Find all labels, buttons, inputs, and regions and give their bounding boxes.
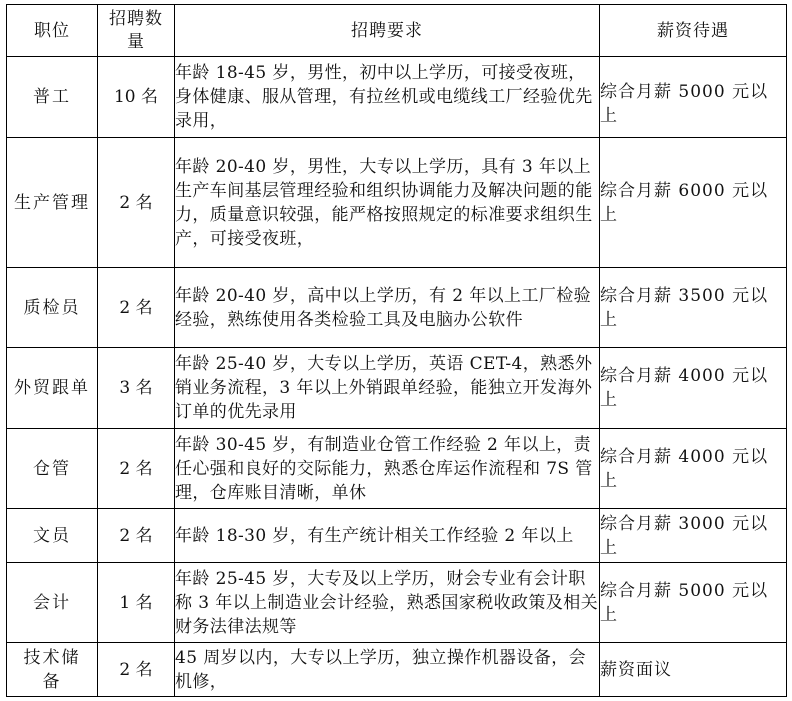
recruitment-table: [6, 4, 787, 697]
position-cell: 普工: [7, 57, 98, 138]
table-row: [7, 429, 787, 509]
salary-cell: 综合月薪 3000 元以上: [600, 509, 787, 563]
salary-cell: 综合月薪 5000 元以上: [600, 563, 787, 643]
count-cell: 2 名: [98, 429, 175, 509]
requirements-cell: 年龄 25-45 岁，大专及以上学历，财会专业有会计职称 3 年以上制造业会计经验，熟悉国家税收政策及相关财务法律法规等: [175, 563, 600, 643]
count-cell: 2 名: [98, 138, 175, 268]
table-row: [7, 348, 787, 429]
table-row: [7, 643, 787, 697]
header-position: 职位: [7, 5, 98, 57]
requirements-cell: 年龄 30-45 岁，有制造业仓管工作经验 2 年以上，责任心强和良好的交际能力，熟悉仓库运作流程和 7S 管理，仓库账目清晰，单休: [175, 429, 600, 509]
count-cell: 10 名: [98, 57, 175, 138]
position-cell: 外贸跟单: [7, 348, 98, 429]
requirements-cell: 年龄 18-30 岁，有生产统计相关工作经验 2 年以上: [175, 509, 600, 563]
count-cell: 2 名: [98, 643, 175, 697]
salary-cell: 综合月薪 3500 元以上: [600, 268, 787, 348]
table-row: [7, 268, 787, 348]
salary-cell: 综合月薪 5000 元以上: [600, 57, 787, 138]
header-requirements: 招聘要求: [175, 5, 600, 57]
requirements-cell: 45 周岁以内，大专以上学历，独立操作机器设备，会机修，: [175, 643, 600, 697]
salary-cell: 综合月薪 4000 元以上: [600, 348, 787, 429]
table-row: [7, 57, 787, 138]
position-cell: 会计: [7, 563, 98, 643]
table-row: [7, 509, 787, 563]
table-row: [7, 563, 787, 643]
header-row: [7, 5, 787, 57]
position-cell: 生产管理: [7, 138, 98, 268]
count-cell: 2 名: [98, 509, 175, 563]
header-count: 招聘数量: [98, 5, 175, 57]
requirements-cell: 年龄 18-45 岁，男性，初中以上学历，可接受夜班，身体健康、服从管理，有拉丝机或电缆线工厂经验优先录用，: [175, 57, 600, 138]
position-cell: 质检员: [7, 268, 98, 348]
requirements-cell: 年龄 25-40 岁，大专以上学历，英语 CET-4，熟悉外销业务流程，3 年以上外销跟单经验，能独立开发海外订单的优先录用: [175, 348, 600, 429]
position-cell: 技术储备: [7, 643, 98, 697]
table-row: [7, 138, 787, 268]
count-cell: 3 名: [98, 348, 175, 429]
requirements-cell: 年龄 20-40 岁，男性，大专以上学历，具有 3 年以上生产车间基层管理经验和组织协调能力及解决问题的能力，质量意识较强，能严格按照规定的标准要求组织生产，可接受夜班，: [175, 138, 600, 268]
salary-cell: 综合月薪 6000 元以上: [600, 138, 787, 268]
position-cell: 仓管: [7, 429, 98, 509]
salary-cell: 综合月薪 4000 元以上: [600, 429, 787, 509]
salary-cell: 薪资面议: [600, 643, 787, 697]
position-cell: 文员: [7, 509, 98, 563]
count-cell: 2 名: [98, 268, 175, 348]
header-salary: 薪资待遇: [600, 5, 787, 57]
requirements-cell: 年龄 20-40 岁，高中以上学历，有 2 年以上工厂检验经验，熟练使用各类检验工具及电脑办公软件: [175, 268, 600, 348]
count-cell: 1 名: [98, 563, 175, 643]
